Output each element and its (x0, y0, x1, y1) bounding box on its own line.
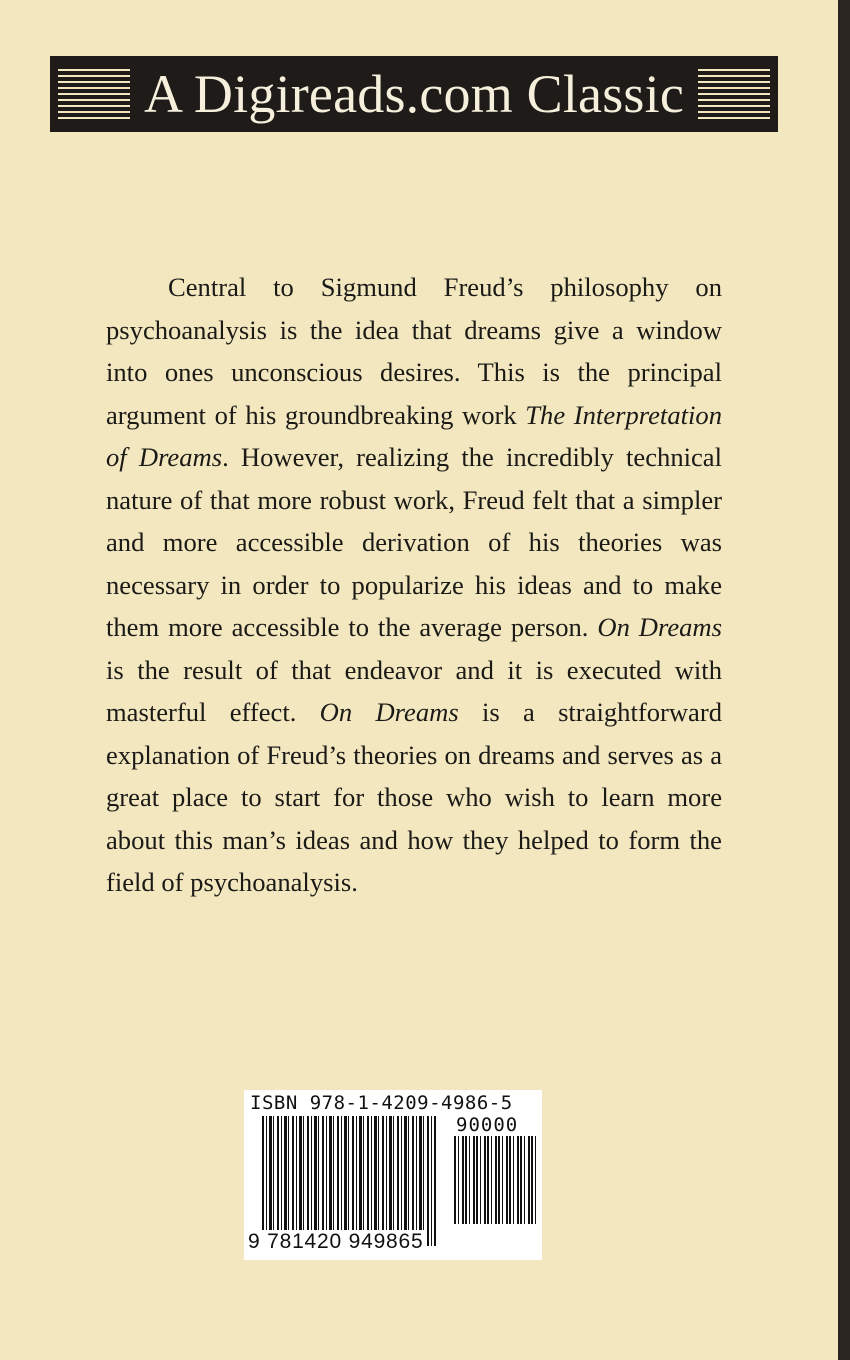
description-text-2: . However, realizing the incredibly technical nature of that more robust work, Freud felt that a simpler and more accessible derivation of his theories was necessary in order to popularize his ideas and to make them more accessible to the average person. (106, 442, 722, 642)
ean-digits: 9 781420 949865 (248, 1230, 424, 1253)
description-text-4: is a straightforward explanation of Freud’s theories on dreams and serves as a great place to start for those who wish to learn more about this man’s ideas and how they helped to form the field of psychoanalysis. (106, 697, 723, 897)
description-paragraph (106, 266, 722, 904)
isbn-label: ISBN 978-1-4209-4986-5 (250, 1092, 513, 1114)
price-barcode-bars (454, 1136, 536, 1224)
isbn-barcode (244, 1090, 542, 1260)
banner-stripes-right (698, 69, 770, 119)
book-description (106, 266, 722, 904)
banner-stripes-left (58, 69, 130, 119)
description-text-1: Central to Sigmund Freud’s philosophy on psychoanalysis is the idea that dreams give a window into ones unconscious desires. This is the principal argument of his groundbreaking work (106, 272, 722, 430)
publisher-banner (50, 56, 778, 132)
book-title-on-dreams: On Dreams (597, 612, 722, 642)
description-text-3: is the result of that endeavor and it is executed with masterful effect. (106, 654, 722, 727)
price-code: 90000 (456, 1114, 519, 1136)
ean-barcode-bars (262, 1116, 436, 1246)
book-title-interpretation-of-dreams: The Interpretation of Dreams (106, 399, 722, 472)
spine-edge (838, 0, 850, 1360)
banner-title: A Digireads.com Classic (144, 64, 685, 124)
book-title-on-dreams-2: On Dreams (319, 697, 459, 727)
